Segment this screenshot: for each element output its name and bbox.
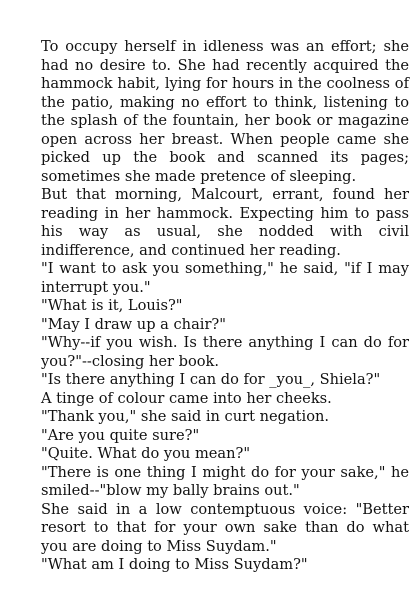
dialogue-line: "I want to ask you something," he said, "if I may interrupt you." (41, 260, 409, 296)
dialogue-line: "Quite. What do you mean?" (41, 445, 251, 462)
paragraph-malcourt-arrives: But that morning, Malcourt, errant, found her reading in her hammock. Expecting him to pass his way as usual, she nodded with civil indifference, and continued her reading. (41, 186, 409, 259)
narration-line: A tinge of colour came into her cheeks. (41, 389, 332, 407)
dialogue-line: "Are you quite sure?" (41, 426, 200, 444)
dialogue-line: "What is it, Louis?" (41, 297, 183, 314)
dialogue-line: "Is there anything I can do for _you_, Shiela?" (41, 371, 381, 388)
dialogue-line: "There is one thing I might do for your sake," he smiled--"blow my bally brains out." (41, 463, 409, 499)
dialogue-line: She said in a low contemptuous voice: "Better resort to that for your own sake than do what you are doing to Miss Suydam." (41, 500, 409, 555)
dialogue-line: "Why--if you wish. Is there anything I can do for you?"--closing her book. (41, 334, 409, 370)
dialogue-line: "What am I doing to Miss Suydam?" (41, 556, 308, 573)
dialogue-line: "May I draw up a chair?" (41, 315, 226, 333)
dialogue-line: "Thank you," she said in curt negation. (41, 408, 330, 425)
paragraph-idleness: To occupy herself in idleness was an effort; she had no desire to. She had recently acquired the hammock habit, lying for hours in the coolness of the patio, making no effort to think, listening to the splash of the fountain, her book or magazine open across her breast. When people came she picked up the book and scanned its pages; sometimes she made pretence of sleeping. (41, 38, 409, 185)
